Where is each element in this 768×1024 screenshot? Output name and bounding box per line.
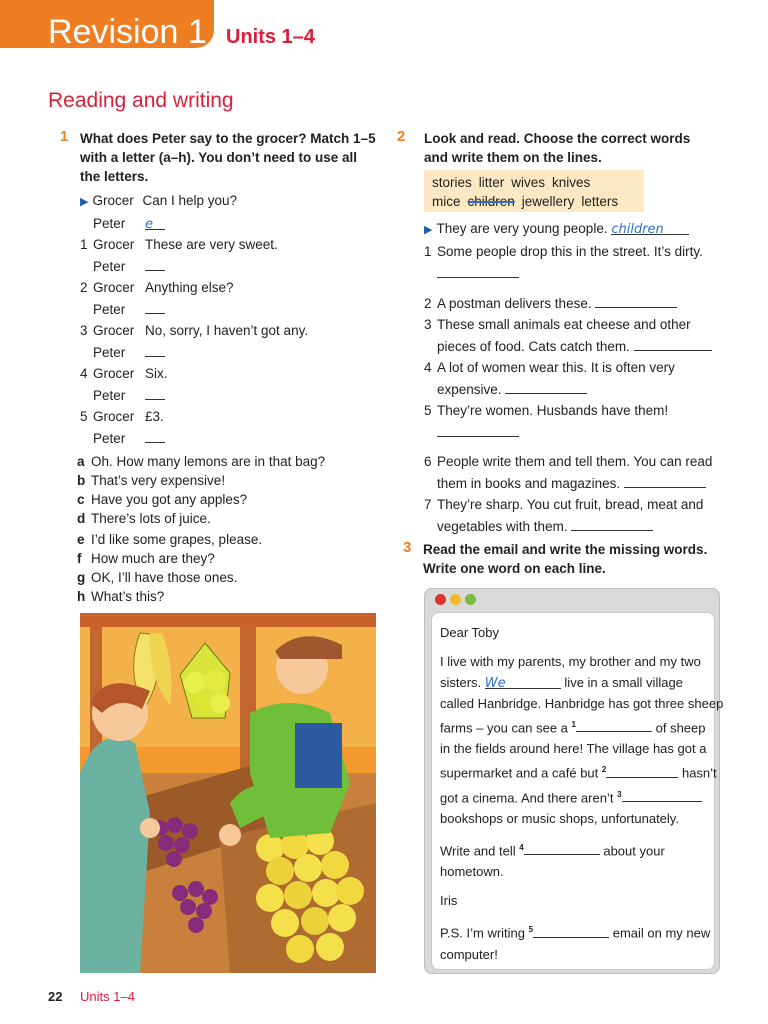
email-fragment: hasn’t [681,765,717,781]
speaker: Grocer [93,280,135,295]
section-title: Reading and writing [48,89,234,112]
item-text: A postman delivers these. [437,296,592,311]
gap-number: 5 [528,925,534,935]
ex2-item-line [424,378,712,400]
ex3-instruction-line: Read the email and write the missing words. [423,542,708,557]
email-answer-blank[interactable] [622,786,702,802]
word-option: litter [478,175,505,190]
option-text: Oh. How many lemons are in that bag? [91,454,326,469]
item-number: 5 [424,403,432,418]
gap-number: 2 [601,765,607,775]
ex2-item [424,241,712,262]
ex1-options [77,452,325,606]
page-subtitle: Units 1–4 [226,26,315,48]
item-number: 3 [80,323,88,338]
email-fragment: sisters. [440,675,482,690]
dialogue-line [80,427,308,449]
item-number: 2 [424,296,432,311]
gap-number: 3 [617,789,622,799]
dialogue-line [80,190,308,213]
dialogue-line [80,277,308,298]
ex2-item [424,451,712,472]
word-option: jewellery [521,194,575,209]
ex1-instruction-line: with a letter (a–h). You don’t need to use all [80,150,358,165]
ex3-instruction [423,540,723,578]
ex2-item-line [424,515,712,537]
email-line [440,672,723,693]
email-fragment: about your [603,843,665,859]
answer-blank[interactable] [145,384,165,400]
option-text: What’s this? [91,589,165,604]
item-number: 7 [424,497,432,512]
ex2-number: 2 [397,128,406,145]
dialogue-line [80,234,308,255]
ex2-instruction-line: Look and read. Choose the correct words [424,131,691,146]
option-letter: a [77,454,85,469]
item-text: They are very young people. [436,221,608,236]
word-box [424,170,644,212]
item-number: 3 [424,317,432,332]
gap-number: 1 [571,720,576,729]
email-signature: Iris [440,893,458,909]
word-row [432,192,636,211]
option [77,490,325,509]
email-answer-blank[interactable]: We [485,673,561,689]
email-line: bookshops or music shops, unfortunately. [440,810,679,826]
ex1-dialogue [80,190,308,449]
answer-blank[interactable] [437,421,519,437]
option [77,530,325,549]
email-answer-blank[interactable] [606,762,678,778]
option-letter: g [77,570,86,585]
email-line: computer! [440,946,498,962]
dialogue-text: Can I help you? [142,193,238,208]
ex2-item [424,314,712,335]
dialogue-text: Anything else? [145,280,234,295]
dialogue-line [80,213,308,234]
page-title: Revision 1 [48,13,207,51]
email-text [440,622,723,965]
market-stall-illustration [80,613,376,973]
email-answer-blank[interactable] [533,922,609,938]
item-text: expensive. [437,382,502,397]
item-text: vegetables with them. [437,519,568,534]
item-text: Some people drop this in the street. It’s dirty. [437,244,703,259]
ex2-item [424,292,712,314]
email-line: I live with my parents, my brother and my two [440,654,701,669]
item-number: 6 [424,454,432,469]
speaker: Peter [93,216,126,231]
ex2-example [424,218,712,241]
dialogue-line [80,363,308,384]
option-text: There’s lots of juice. [91,511,211,526]
minimize-dot-icon [450,594,461,605]
speaker: Peter [93,259,126,274]
word-option: mice [432,194,461,209]
item-number: 2 [80,280,88,295]
email-line [440,714,723,738]
option-text: I’d like some grapes, please. [91,532,263,547]
item-number: 4 [424,360,432,375]
footer-units: Units 1–4 [80,989,135,1004]
option-letter: h [77,589,86,604]
dialogue-line [80,320,308,341]
dialogue-line [80,255,308,277]
gap-number: 4 [519,842,524,852]
option-letter: f [77,551,82,566]
email-fragment: live in a small village [564,675,683,690]
page-number: 22 [48,989,63,1004]
word-option: knives [552,175,591,190]
example-triangle-icon: ▶ [424,224,433,236]
option-text: How much are they? [91,551,215,566]
answer-blank[interactable] [145,255,165,271]
email-fragment: P.S. I’m writing [440,925,526,941]
dialogue-text: Six. [145,366,168,381]
dialogue-text: These are very sweet. [145,237,278,252]
ex2-items [424,218,712,537]
email-fragment: email on my new [612,925,711,941]
ex1-number: 1 [60,128,69,145]
word-option: wives [511,175,546,190]
item-text: They’re women. Husbands have them! [437,403,669,418]
dialogue-line [80,341,308,363]
speaker: Peter [93,431,126,446]
dialogue-line [80,384,308,406]
ex2-instruction [424,129,724,167]
dialogue-text: £3. [145,409,164,424]
email-line: in the fields around here! The village has got a [440,741,707,757]
option-letter: d [77,511,86,526]
example-triangle-icon: ▶ [80,196,89,208]
ex2-item-line [424,335,712,357]
dialogue-line [80,406,308,427]
option [77,568,325,587]
ex3-number: 3 [403,539,412,556]
item-text: People write them and tell them. You can read [437,454,713,469]
answer-blank[interactable] [145,298,165,314]
maximize-dot-icon [465,594,476,605]
speaker: Grocer [93,409,135,424]
option [77,587,325,606]
ex2-item [424,357,712,378]
speaker: Grocer [93,323,135,338]
option-letter: b [77,473,86,488]
ex2-item [424,494,712,515]
ex1-instruction [80,129,380,186]
item-text: These small animals eat cheese and other [437,317,691,332]
dialogue-text: No, sorry, I haven’t got any. [145,323,309,338]
email-line: called Hanbridge. Hanbridge has got three sheep [440,696,724,711]
word-option: stories [432,175,472,190]
item-text: A lot of women wear this. It is often very [437,360,675,375]
item-number: 1 [424,244,432,259]
option-text: That’s very expensive! [91,473,226,488]
ex3-instruction-line: Write one word on each line. [423,561,606,576]
option-text: Have you got any apples? [91,492,248,507]
ex1-instruction-line: the letters. [80,169,149,184]
answer-blank[interactable] [624,472,706,488]
speaker: Peter [93,302,126,317]
answer-blank[interactable] [571,515,653,531]
option [77,452,325,471]
option-text: OK, I’ll have those ones. [91,570,238,585]
email-line [440,837,723,861]
ex2-item-line [424,472,712,494]
answer-blank[interactable]: children [611,219,689,235]
speaker: Peter [93,345,126,360]
email-fragment: farms – you can see a [440,720,568,736]
answer-blank[interactable] [595,292,677,308]
answer-blank[interactable] [145,427,165,443]
answer-blank[interactable]: e [145,214,165,230]
item-number: 1 [80,237,88,252]
email-fragment: Write and tell [440,843,516,859]
answer-blank[interactable] [437,262,519,278]
option [77,509,325,528]
speaker: Grocer [92,193,134,208]
email-answer-blank[interactable] [524,839,600,855]
email-line [440,919,723,943]
ex2-item [424,400,712,421]
speaker: Grocer [93,366,135,381]
email-answer-blank[interactable] [576,716,652,732]
word-row [432,173,636,192]
dialogue-line [80,298,308,320]
email-line: hometown. [440,864,504,880]
email-fragment: of sheep [655,720,706,736]
word-option: letters [581,194,619,209]
email-fragment: got a cinema. And there aren’t [440,789,614,805]
option-letter: e [77,532,85,547]
close-dot-icon [435,594,446,605]
option-letter: c [77,492,85,507]
item-number: 5 [80,409,88,424]
item-number: 4 [80,366,88,381]
email-line [440,759,723,783]
email-fragment: supermarket and a café but [440,765,599,781]
item-text: They’re sharp. You cut fruit, bread, meat and [437,497,704,512]
option [77,549,325,568]
answer-blank[interactable] [145,341,165,357]
ex2-item-line [424,421,712,443]
option [77,471,325,490]
item-text: them in books and magazines. [437,476,621,491]
item-text: pieces of food. Cats catch them. [437,339,630,354]
answer-blank[interactable] [505,378,587,394]
email-line [440,784,723,808]
word-option-crossed: children [467,194,515,209]
ex2-instruction-line: and write them on the lines. [424,150,602,165]
ex1-instruction-line: What does Peter say to the grocer? Match 1–5 [80,131,376,146]
speaker: Grocer [93,237,135,252]
answer-blank[interactable] [634,335,712,351]
email-greeting: Dear Toby [440,625,500,640]
speaker: Peter [93,388,126,403]
ex2-item-line [424,262,712,284]
